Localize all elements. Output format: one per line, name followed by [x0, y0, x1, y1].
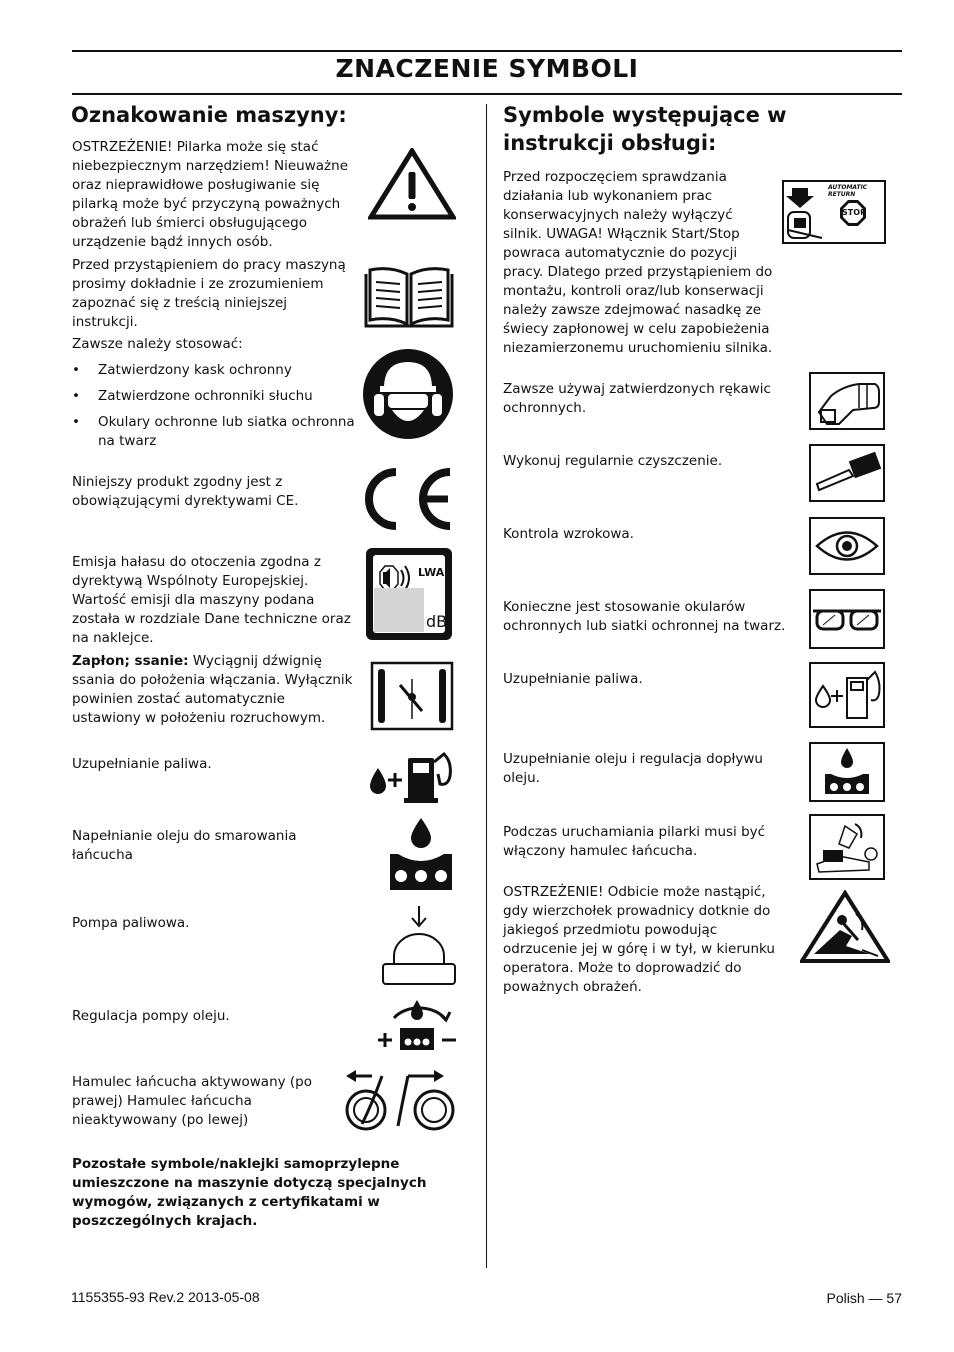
- primer-bulb-icon: [380, 904, 458, 986]
- bullet: •: [72, 362, 80, 378]
- lwa-label: LWA: [418, 566, 445, 579]
- fuel-text-left: Uzupełnianie paliwa.: [72, 756, 212, 772]
- auto-return-label: AUTOMATIC RETURN: [828, 184, 868, 198]
- book-icon: [362, 264, 456, 332]
- auto-return-stop-icon: [782, 180, 886, 244]
- cleaning-text: Wykonuj regularnie czyszczenie.: [503, 453, 723, 469]
- chain-oil-icon: [386, 816, 456, 894]
- fuel-pump-text: Pompa paliwowa.: [72, 915, 190, 931]
- noise-text: Emisja hałasu do otoczenia zgodna z dyrektywą Wspólnoty Europejskiej. Wartość emisji dla maszyny podana została w rozdziale Dane techniczne oraz na naklejce.: [72, 554, 351, 646]
- oil-pump-text: Regulacja pompy oleju.: [72, 1008, 230, 1024]
- read-manual-text: Przed przystąpieniem do pracy maszyną prosimy dokładnie i ze zrozumieniem zapoznać się z treścią niniejszej instrukcji.: [72, 257, 346, 330]
- column-divider: [486, 104, 487, 1268]
- bullet: •: [72, 414, 80, 430]
- list-item: • Okulary ochronne lub siatka ochronna na twarz: [72, 414, 355, 449]
- choke-text: Zapłon; ssanie: Wyciągnij dźwignię ssania do położenia włączania. Wyłącznik powinien zostać automatycznie ustawiony w położeniu rozruchowym.: [72, 653, 353, 726]
- brake-on-text: Podczas uruchamiania pilarki musi być włączony hamulec łańcucha.: [503, 824, 766, 859]
- brush-icon: [809, 444, 885, 502]
- stop-engine-text: Przed rozpoczęciem sprawdzania działania lub wykonaniem prac konserwacyjnych należy wyłączyć silnik. UWAGA! Włącznik Start/Stop powraca automatycznie do pozycji pracy. Dlatego przed przystąpieniem do montażu, kontroli oraz/lub konserwacji należy zawsze zdejmować nasadkę ze świecy zapłonowej w celu zapobieżenia niezamierzonemu uruchomieniu silnika.: [503, 169, 773, 356]
- ce-text: Niniejszy produkt zgodny jest z obowiązującymi dyrektywami CE.: [72, 474, 299, 509]
- warning-triangle-icon: [368, 148, 456, 220]
- kickback-text: OSTRZEŻENIE! Odbicie może nastąpić, gdy wierzchołek prowadnicy dotknie do jakiegoś przedmiotu powodując odrzucenie jej w górę i w tył, w kierunku operatora. Może to doprowadzić do poważnych obrażeń.: [503, 884, 775, 995]
- list-item: • Zatwierdzone ochronniki słuchu: [72, 388, 313, 404]
- other-symbols-text: Pozostałe symbole/naklejki samoprzylepne umieszczone na maszynie dotyczą specjalnych wymogów, związanych z certyfikatami w poszczególnych krajach.: [72, 1156, 427, 1229]
- choke-label: Zapłon; ssanie:: [72, 653, 189, 669]
- oil-text-right: Uzupełnianie oleju i regulacja dopływu oleju.: [503, 751, 763, 786]
- safety-glasses-icon: [809, 589, 885, 649]
- kickback-warning-icon: [800, 890, 890, 964]
- stop-label: STOP: [842, 208, 866, 217]
- eye-icon: [809, 517, 885, 575]
- visual-check-text: Kontrola wzrokowa.: [503, 526, 634, 542]
- ppe-list: [72, 361, 362, 458]
- helmet-ear-eye-protection-icon: [362, 348, 454, 440]
- choke-control-icon: [370, 661, 454, 731]
- warning-text: OSTRZEŻENIE! Pilarka może się stać niebezpiecznym narzędziem! Nieuważne oraz nieprawidłowe posługiwanie się pilarką może być przyczyną poważnych obrażeń lub śmierci obsługującego urządzenie bądź innych osób.: [72, 139, 349, 250]
- gloves-icon: [809, 372, 885, 430]
- document-id: 1155355-93 Rev.2 2013-05-08: [71, 1289, 260, 1305]
- fuel-text-right: Uzupełnianie paliwa.: [503, 671, 643, 687]
- left-heading: Oznakowanie maszyny:: [71, 103, 347, 127]
- page-number: Polish — 57: [826, 1290, 902, 1306]
- list-item: • Zatwierdzony kask ochronny: [72, 362, 292, 378]
- title-top-rule: [72, 50, 902, 52]
- sound-power-label-icon: [364, 546, 454, 642]
- goggles-text: Konieczne jest stosowanie okularów ochronnych lub siatki ochronnej na twarz.: [503, 599, 786, 634]
- page-title: ZNACZENIE SYMBOLI: [335, 54, 639, 83]
- ce-mark-icon: [356, 464, 456, 534]
- right-heading: Symbole występujące w instrukcji obsługi:: [503, 103, 787, 155]
- oil-pump-adjust-icon: [374, 996, 460, 1054]
- chain-brake-text: Hamulec łańcucha aktywowany (po prawej) Hamulec łańcucha nieaktywowany (po lewej): [72, 1074, 313, 1128]
- db-label: dB: [426, 612, 448, 631]
- always-use-text: Zawsze należy stosować:: [72, 336, 243, 352]
- fuel-refill-icon: [366, 746, 456, 804]
- chain-oil-boxed-icon: [809, 742, 885, 802]
- gloves-text: Zawsze używaj zatwierdzonych rękawic ochronnych.: [503, 381, 771, 416]
- fuel-refill-outline-icon: [809, 662, 885, 728]
- start-with-brake-icon: [809, 814, 885, 880]
- chain-brake-icon: [342, 1064, 458, 1134]
- chain-oil-text: Napełnianie oleju do smarowania łańcucha: [72, 828, 297, 863]
- bullet: •: [72, 388, 80, 404]
- title-bottom-rule: [72, 93, 902, 95]
